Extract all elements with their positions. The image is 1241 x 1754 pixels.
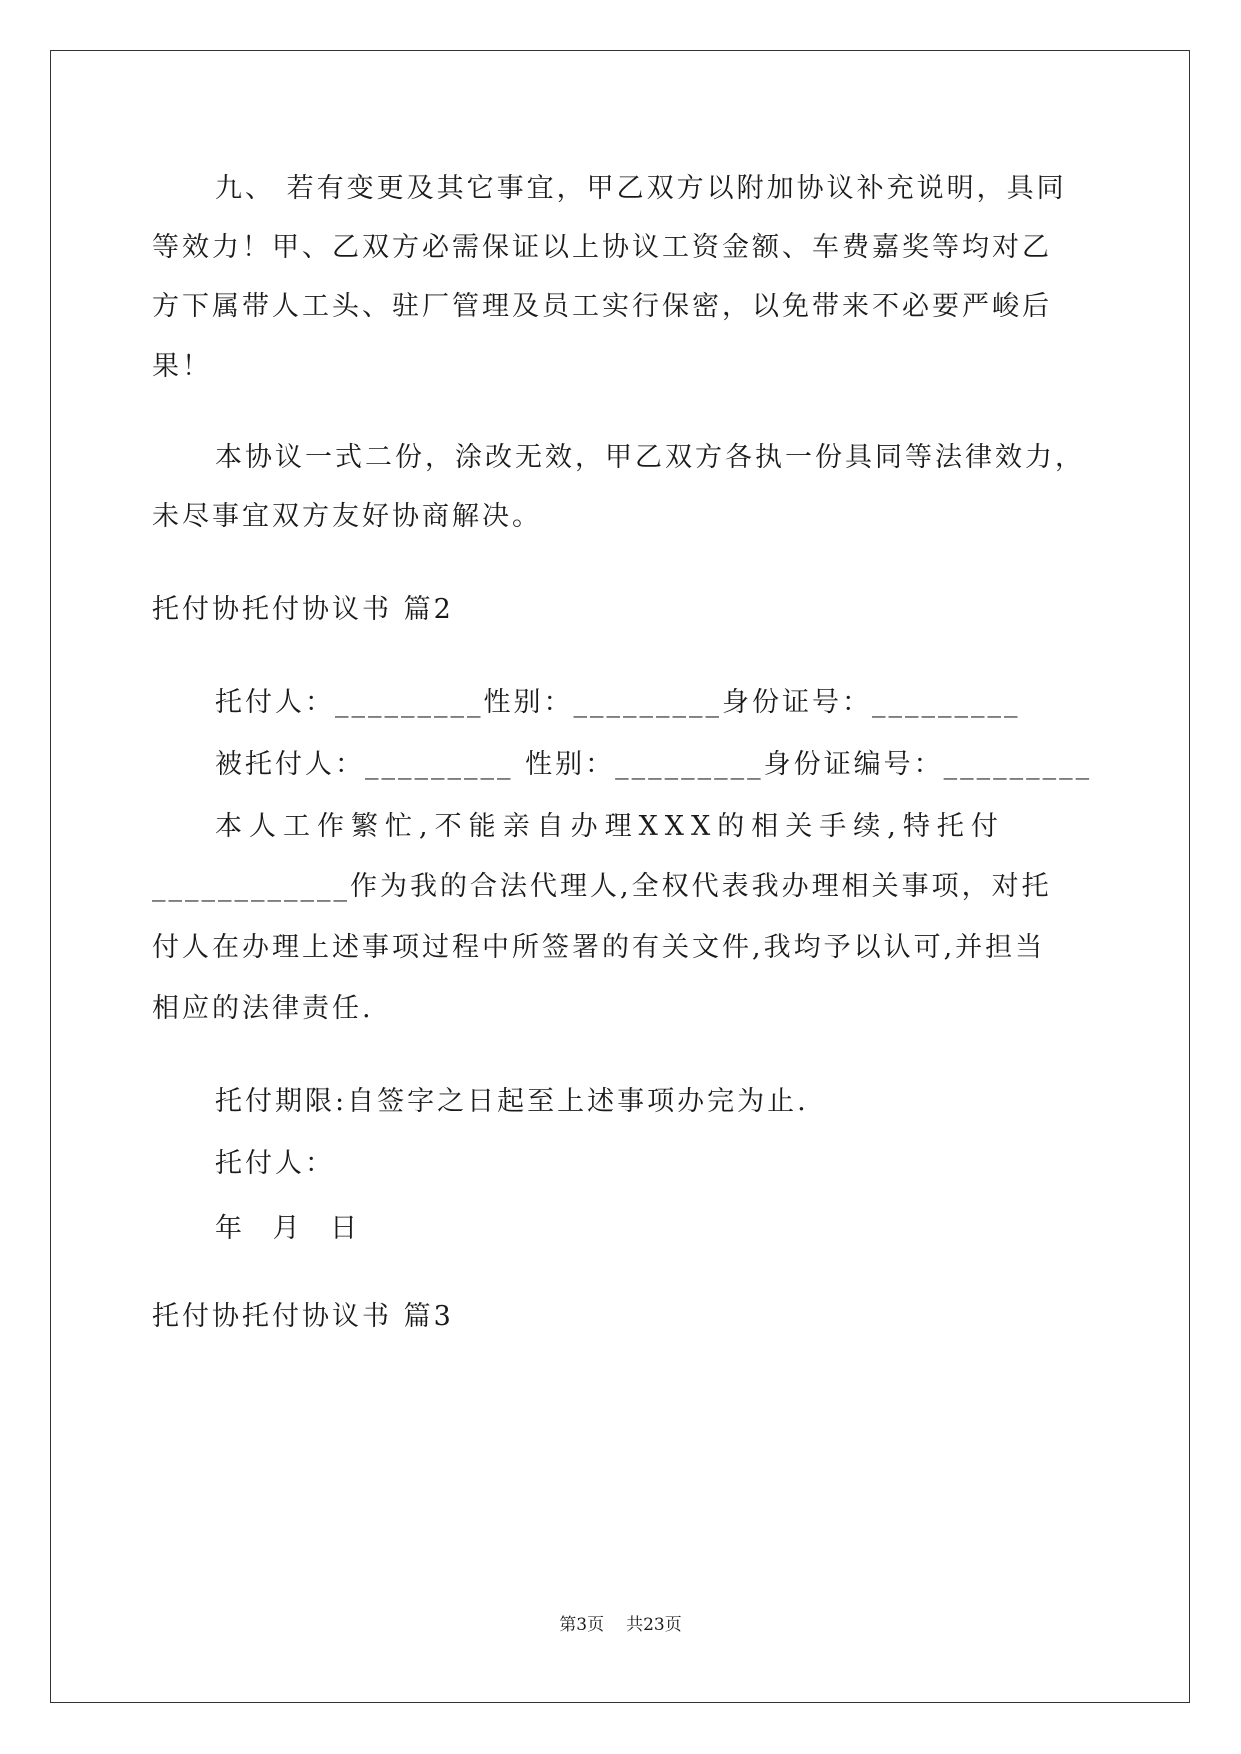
paragraph-line: 付人在办理上述事项过程中所签署的有关文件,我均予以认可,并担当 xyxy=(152,932,1046,963)
paragraph-line: 托付期限:自签字之日起至上述事项办完为止. xyxy=(215,1086,809,1117)
form-line-agent: 被托付人：_________ 性别：_________身份证编号：_________ xyxy=(215,749,1093,780)
paragraph-line: 本人工作繁忙,不能亲自办理XXX的相关手续,特托付 xyxy=(215,811,1005,842)
form-line-principal: 托付人：_________性别：_________身份证号：_________ xyxy=(215,687,1021,718)
paragraph-line: 九、 若有变更及其它事宜，甲乙双方以附加协议补充说明，具同 xyxy=(215,173,1067,204)
page-total: 共23页 xyxy=(626,1615,682,1635)
paragraph-line: 方下属带人工头、驻厂管理及员工实行保密，以免带来不必要严峻后 xyxy=(152,291,1052,322)
section-heading: 托付协托付协议书 篇2 xyxy=(152,594,454,625)
date-line: 年 月 日 xyxy=(215,1213,361,1244)
paragraph-line: 相应的法律责任. xyxy=(152,993,374,1024)
section-heading: 托付协托付协议书 篇3 xyxy=(152,1301,454,1332)
page-footer xyxy=(0,1614,1241,1636)
paragraph-line: 果！ xyxy=(152,351,212,382)
paragraph-line: 等效力！甲、乙双方必需保证以上协议工资金额、车费嘉奖等均对乙 xyxy=(152,232,1052,263)
page-number: 第3页 xyxy=(559,1615,605,1635)
signature-label: 托付人： xyxy=(215,1148,335,1179)
paragraph-line: 未尽事宜双方友好协商解决。 xyxy=(152,501,542,532)
paragraph-line: ____________作为我的合法代理人,全权代表我办理相关事项，对托 xyxy=(152,871,1052,902)
paragraph-line: 本协议一式二份，涂改无效，甲乙双方各执一份具同等法律效力， xyxy=(215,442,1085,473)
